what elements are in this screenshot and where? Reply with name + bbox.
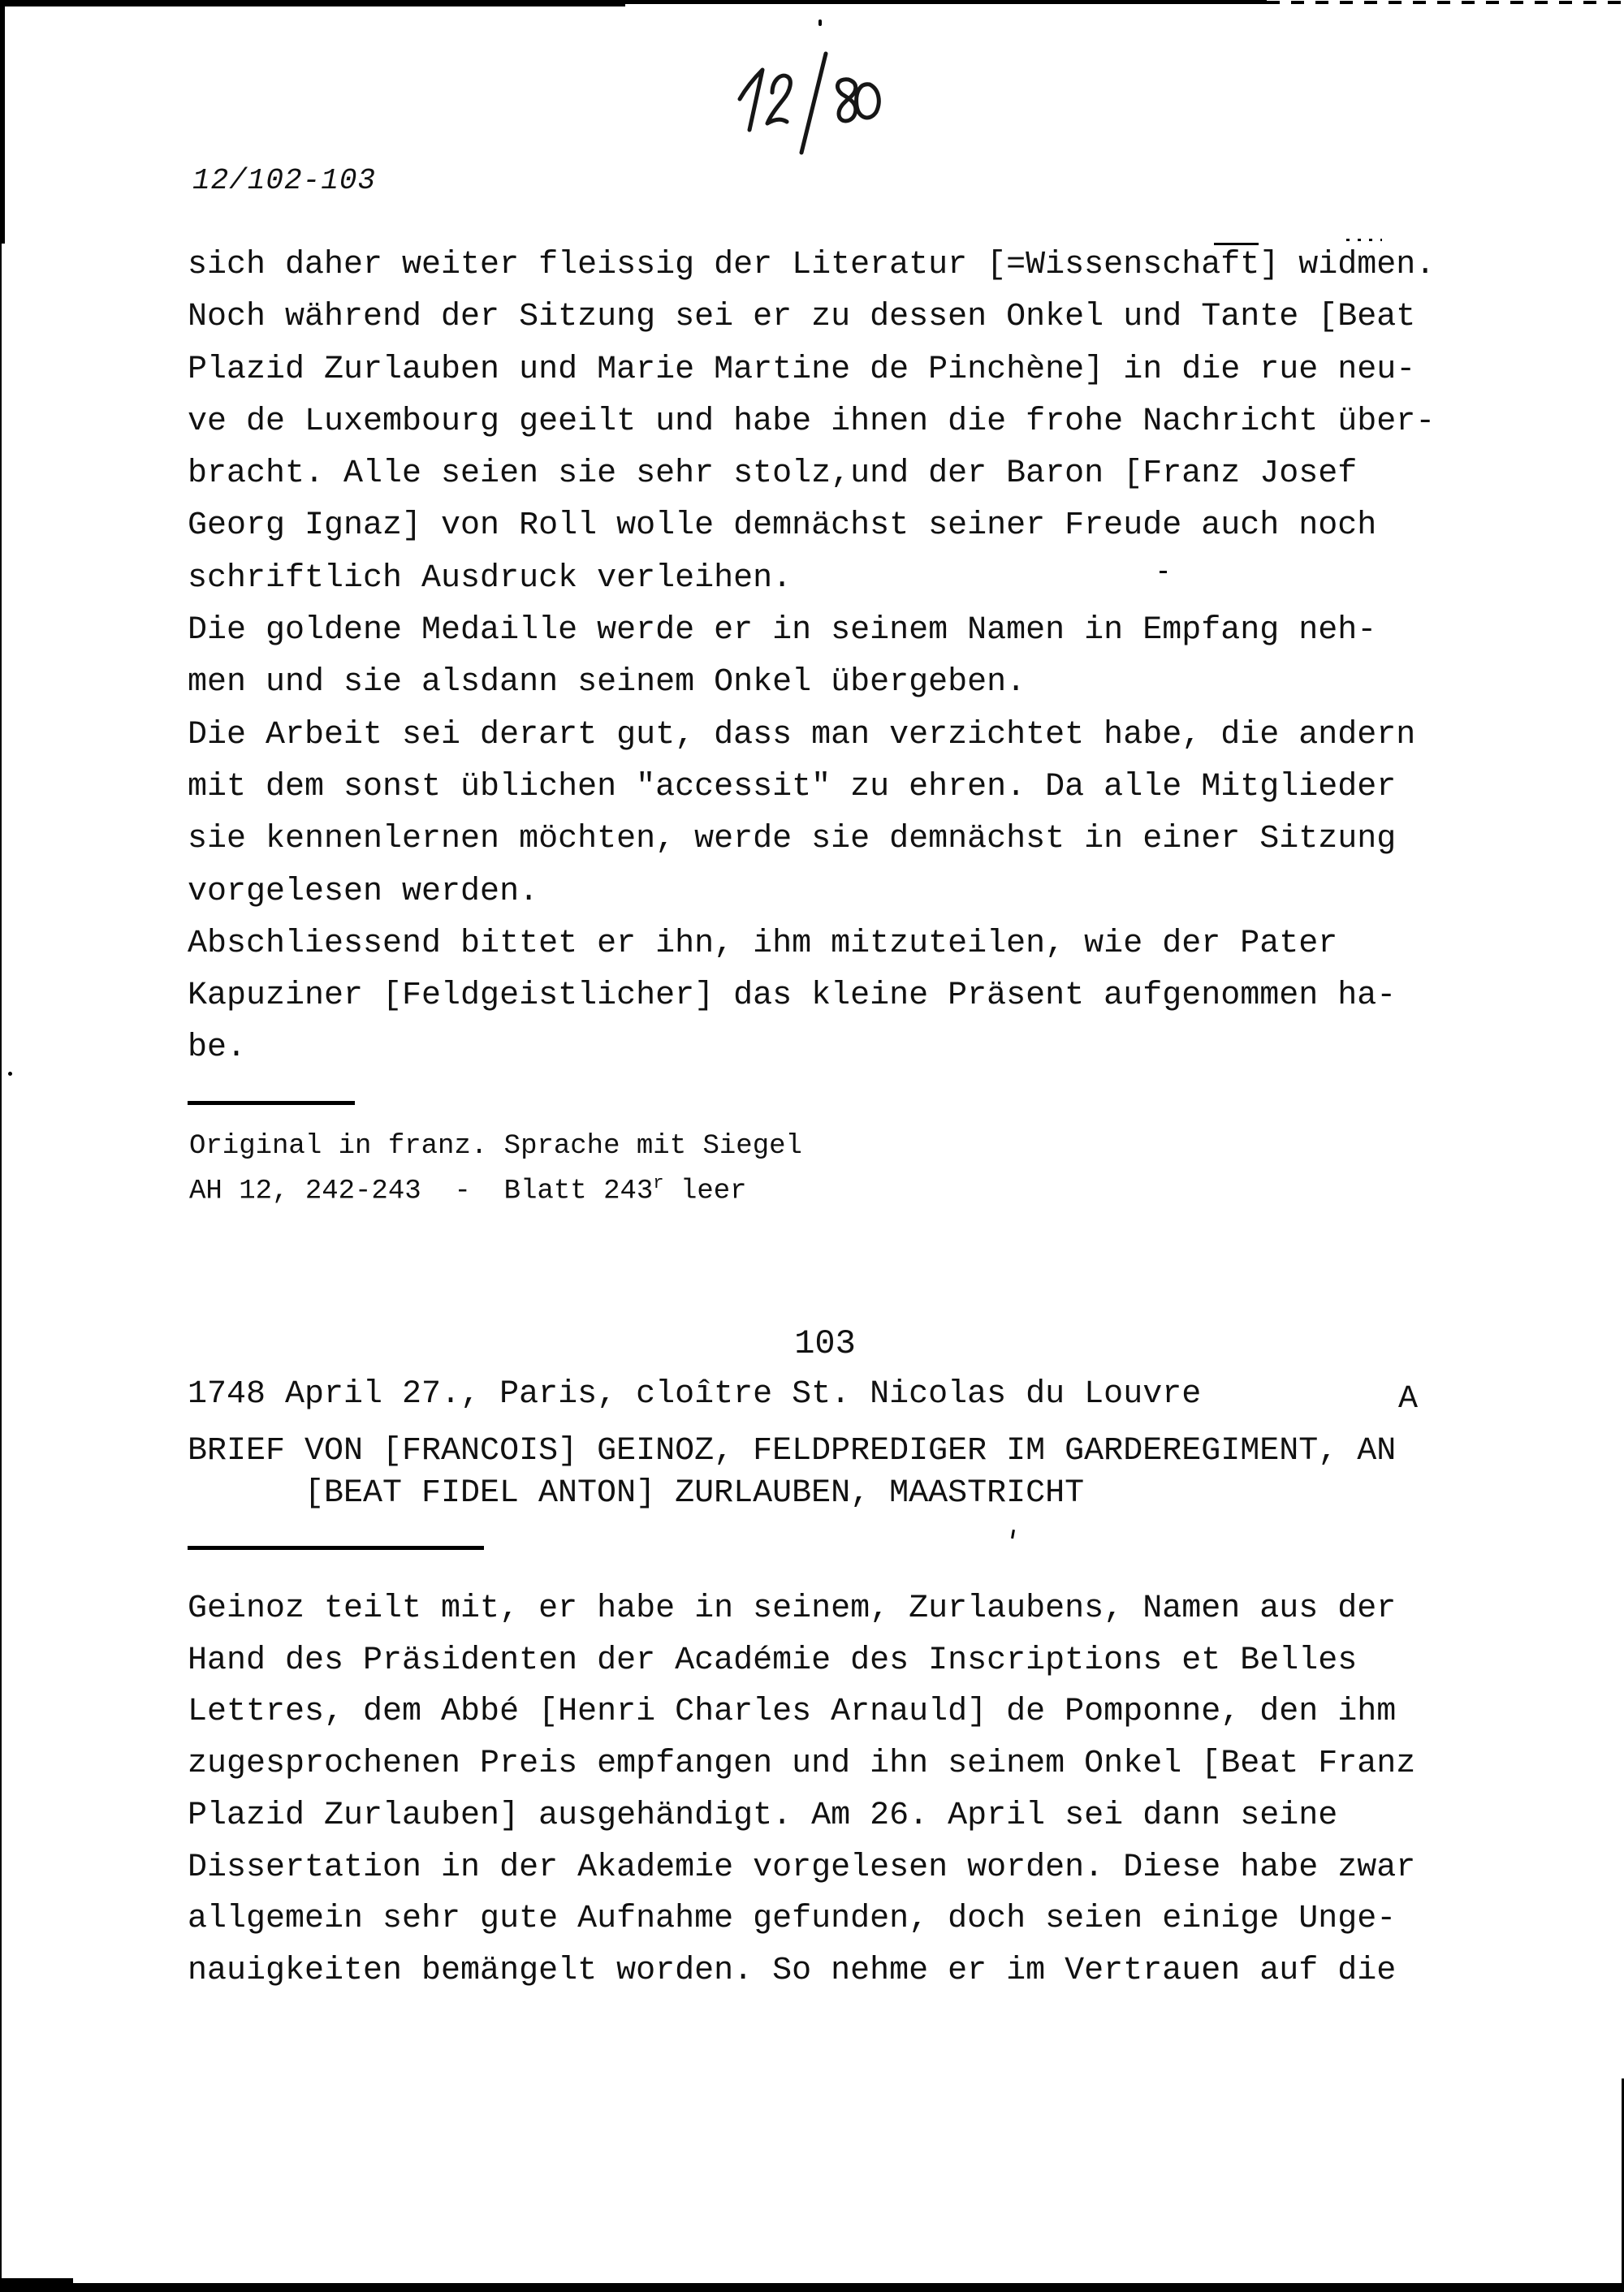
summary-line: Geinoz teilt mit, er habe in seinem, Zurlaubens, Namen aus der	[188, 1591, 1397, 1627]
archive-reference: 12/102-103	[192, 164, 377, 197]
source-note-suffix: leer	[663, 1176, 747, 1207]
scan-artifact-apostrophe	[1011, 1530, 1015, 1539]
summary-line: Plazid Zurlauben und Marie Martine de Pinchène] in die rue neu-	[188, 351, 1416, 388]
entry-103-title-line-2: [BEAT FIDEL ANTON] ZURLAUBEN, MAASTRICHT	[304, 1475, 1085, 1512]
summary-line: sich daher weiter fleissig der Literatur [=Wissenschaft] widmen.	[188, 247, 1436, 283]
summary-line: be.	[188, 1029, 247, 1067]
summary-line: Kapuziner [Feldgeistlicher] das kleine Präsent aufgenommen ha-	[188, 978, 1397, 1015]
source-note-superscript: r	[653, 1173, 664, 1193]
scan-artifact-left-edge	[0, 0, 2, 2292]
entry-103-date-place: 1748 April 27., Paris, cloître St. Nicolas du Louvre	[188, 1376, 1202, 1413]
summary-line: Georg Ignaz] von Roll wolle demnächst seiner Freude auch noch	[188, 507, 1377, 545]
scan-artifact-dot-left-margin	[8, 1072, 12, 1076]
summary-line: Noch während der Sitzung sei er zu dessen Onkel und Tante [Beat	[188, 299, 1416, 336]
summary-line: Dissertation in der Akademie vorgelesen worden. Diese habe zwar	[188, 1849, 1416, 1886]
scan-artifact-dot-top-center	[818, 19, 822, 26]
summary-line: Die Arbeit sei derart gut, dass man verzichtet habe, die andern	[188, 716, 1416, 753]
summary-line: zugesprochenen Preis empfangen und ihn seinem Onkel [Beat Franz	[188, 1746, 1416, 1783]
summary-line: Lettres, dem Abbé [Henri Charles Arnauld] de Pomponne, den ihm	[188, 1694, 1397, 1731]
scan-artifact-top-strip-dashes	[1267, 1, 1624, 4]
summary-line: Die goldene Medaille werde er in seinem Namen in Empfang neh-	[188, 612, 1377, 650]
scan-artifact-top-strip-left	[0, 0, 625, 6]
divider-rule-2	[188, 1546, 484, 1550]
entry-102-summary	[188, 240, 1435, 1075]
handwritten-annotation	[727, 50, 885, 156]
summary-line: sie kennenlernen möchten, werde sie demnächst in einer Sitzung	[188, 821, 1397, 858]
entry-103-number: 103	[794, 1324, 856, 1363]
summary-line: Abschliessend bittet er ihn, ihm mitzuteilen, wie der Pater	[188, 925, 1338, 962]
source-note	[189, 1129, 802, 1210]
summary-line: ve de Luxembourg geeilt und habe ihnen die frohe Nachricht über-	[188, 403, 1436, 440]
source-note-signature: AH 12, 242-243 - Blatt 243	[189, 1176, 654, 1207]
summary-line: allgemein sehr gute Aufnahme gefunden, doch seien einige Unge-	[188, 1901, 1397, 1938]
entry-103-marginal-letter: A	[1398, 1381, 1419, 1418]
summary-line: schriftlich Ausdruck verleihen.	[188, 559, 793, 597]
entry-103-title-line-1: BRIEF VON [FRANCOIS] GEINOZ, FELDPREDIGER IM GARDEREGIMENT, AN	[188, 1433, 1397, 1470]
summary-line: Plazid Zurlauben] ausgehändigt. Am 26. April sei dann seine	[188, 1797, 1338, 1834]
summary-line: mit dem sonst üblichen "accessit" zu ehren. Da alle Mitglieder	[188, 768, 1397, 805]
scan-artifact-bottom-left-nub	[0, 2278, 73, 2292]
scan-artifact-bottom-bar	[0, 2283, 1624, 2292]
handwriting-12-80-drawing	[727, 50, 885, 156]
divider-rule-1	[188, 1101, 355, 1105]
summary-line: nauigkeiten bemängelt worden. So nehme er im Vertrauen auf die	[188, 1952, 1397, 1989]
entry-103-summary	[188, 1583, 1415, 1997]
summary-line: men und sie alsdann seinem Onkel übergeben.	[188, 664, 1026, 701]
summary-line: Hand des Präsidenten der Académie des Inscriptions et Belles	[188, 1642, 1358, 1679]
summary-line: bracht. Alle seien sie sehr stolz,und der Baron [Franz Josef	[188, 455, 1358, 493]
scan-artifact-top-strip-mid	[625, 0, 1267, 4]
source-note-line-1: Original in franz. Sprache mit Siegel	[189, 1131, 802, 1162]
source-note-line-2	[189, 1165, 802, 1210]
summary-line: vorgelesen werden.	[188, 873, 539, 910]
